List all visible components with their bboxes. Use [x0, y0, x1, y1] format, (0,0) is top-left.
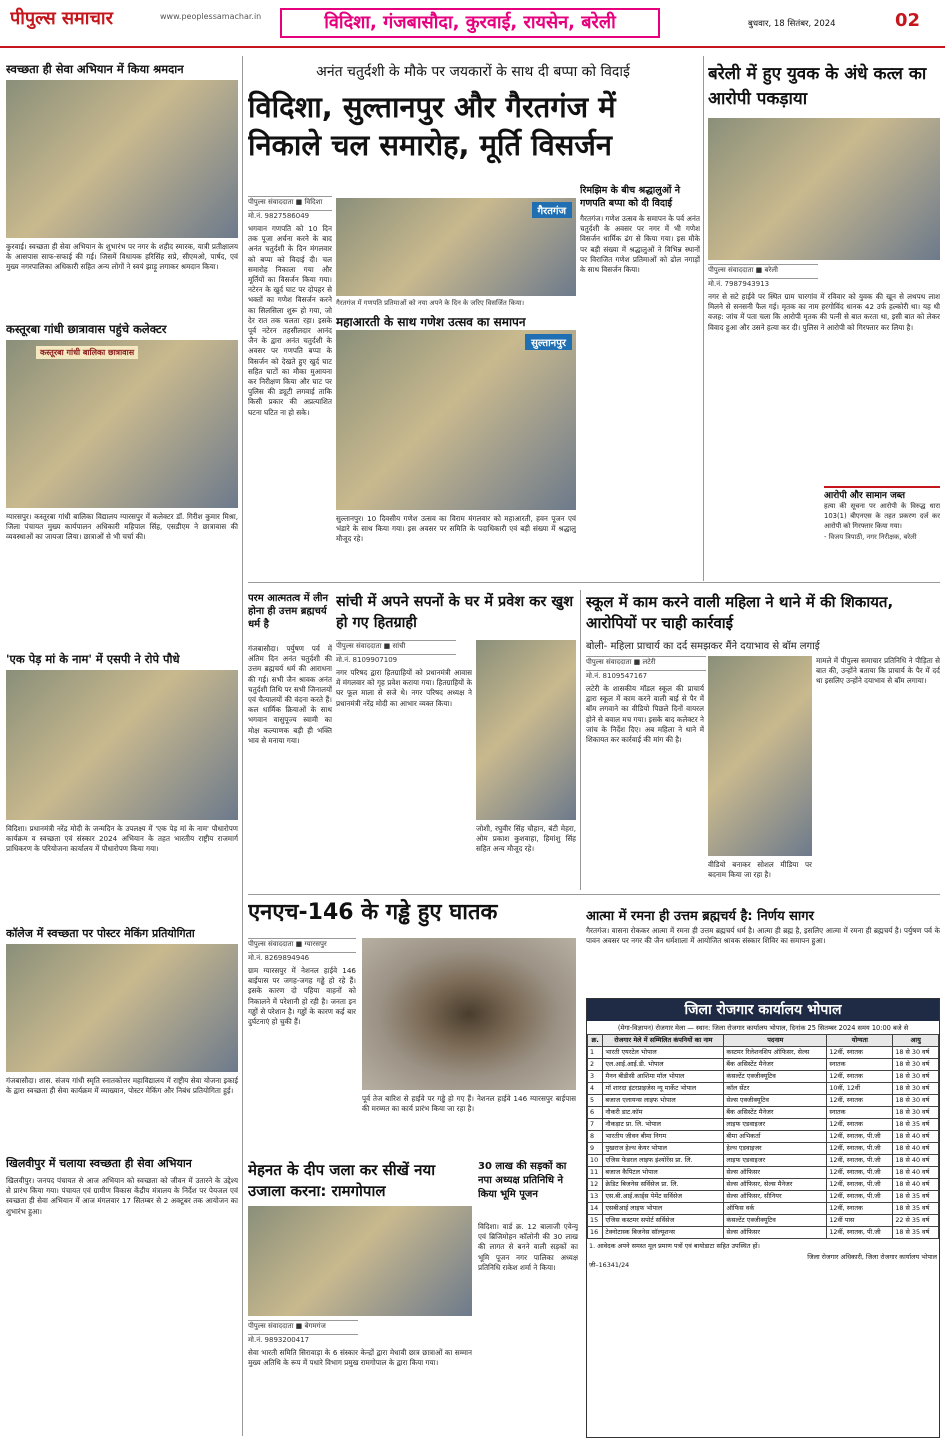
- photo-plantation: [6, 670, 238, 820]
- nh-mobile: मो.नं. 8269894946: [248, 952, 356, 963]
- jobs-cell: कंसल्टेंट एक्जीक्यूटिव: [724, 1215, 827, 1227]
- row-rule-2: [248, 894, 940, 895]
- nh-headline: एनएच-146 के गड्ढे हुए घातक: [248, 900, 498, 925]
- jobs-cell: नौकरी डाट.कॉम: [603, 1107, 724, 1119]
- jobs-cell: 12वीं, स्नातक, पी.जी: [827, 1227, 893, 1239]
- bareli-headline: बरेली में हुए युवक के अंधे कत्ल का आरोपी पकड़ाया: [708, 64, 927, 109]
- jobs-cell: 18 से 40 वर्ष: [893, 1143, 939, 1155]
- jobs-table-header: [588, 1035, 939, 1047]
- jobs-table-row: [588, 1107, 939, 1119]
- jobs-table-row: [588, 1143, 939, 1155]
- jobs-cell: 18 से 40 वर्ष: [893, 1131, 939, 1143]
- jobs-cell: बजाज एलायन्स लाइफ भोपाल: [603, 1095, 724, 1107]
- jobs-table-row: [588, 1179, 939, 1191]
- nh-body-2: पूर्व तेज बारिश से हाईवे पर गड्ढे हो गए हैं। नेशनल हाईवे 146 ग्यारसपुर बाईपास की मरम्मत का कार्य प्रारंभ किया जा रहा है।: [362, 1094, 576, 1114]
- jobs-cell: 12वीं, स्नातक, पी.जी: [827, 1191, 893, 1203]
- jobs-cell: 22 से 35 वर्ष: [893, 1215, 939, 1227]
- sanchi-body: नगर परिषद द्वारा हितग्राहियों को प्रधानमंत्री आवास में मंगलवार को गृह प्रवेश कराया गया। हितग्राहियों के घर फूल माला से सजे थे। नगर परिषद अध्यक्ष ने प्रधानमंत्री नरेंद्र मोदी का आभार व्यक्त किया।: [336, 668, 472, 708]
- row-rule-1: [248, 582, 940, 583]
- jobs-cell: पुखराज हेल्थ केयर भोपाल: [603, 1143, 724, 1155]
- roads-headline: 30 लाख की सड़कों का नपा अध्यक्ष प्रतिनिधि ने किया भूमि पूजन: [478, 1161, 567, 1200]
- jobs-cell: 12वीं, स्नातक, पी.जी: [827, 1155, 893, 1167]
- lead-subhead-aarti: महाआरती के साथ गणेश उत्सव का समापन: [336, 315, 526, 329]
- jobs-cell: 8: [588, 1131, 603, 1143]
- jobs-table-body: [588, 1047, 939, 1239]
- bareli-box-title: आरोपी और सामान जब्त: [824, 491, 905, 501]
- school-body: लटेरी के शासकीय मॉडल स्कूल की प्राचार्य द्वारा स्कूल में काम करने वाली बाई से पैर में बॉम लगवाने का वीडियो पिछले दिनों वायरल होने से बवाल मच गया। इसके बाद कलेक्टर ने जांच के निर्देश दिए। अब महिला ने थाने में शिकायत कर कार्रवाई की मांग की है।: [586, 684, 704, 745]
- lead-mobile: मो.नं. 9827586049: [248, 210, 332, 221]
- jobs-cell: सेल्स ऑफिसर: [724, 1227, 827, 1239]
- jobs-cell: मॉ शारदा इंटरप्राइजेस न्यू मार्केट भोपाल: [603, 1083, 724, 1095]
- jobs-cell: 18 से 35 वर्ष: [893, 1191, 939, 1203]
- jobs-cell: सेल्स एक्जीक्यूटिव: [724, 1095, 827, 1107]
- jobs-cell: 12वीं, स्नातक: [827, 1203, 893, 1215]
- left-story-3: विदिशा। प्रधानमंत्री नरेंद्र मोदी के जन्मदिन के उपलक्ष्य में 'एक पेड़ मां के नाम' पौधारोपण कार्यक्रम व स्वच्छता एवं संस्कार 2024 अभियान के तहत भारतीय राष्ट्रीय राजमार्ग प्राधिकरण के परियोजना कार्यालय में पौधारोपण किया गया।: [6, 824, 238, 854]
- jobs-table-row: [588, 1227, 939, 1239]
- jobs-cell: 11: [588, 1167, 603, 1179]
- photo-sweeping: [6, 80, 238, 238]
- website-url: www.peoplessamachar.in: [160, 12, 262, 21]
- jobs-cell: एसबीआई लाइफ भोपाल: [603, 1203, 724, 1215]
- left-headline-1: स्वच्छता ही सेवा अभियान में किया श्रमदान: [6, 62, 184, 76]
- mehnat-byline: पीपुल्स संवाददाता ■ बेगमगंज: [248, 1320, 358, 1331]
- caption-aarti: सुल्तानपुर। 10 दिवसीय गणेश उत्सव का विराम मंगलवार को महाआरती, हवन पूजन एवं भंडारे के साथ किया गया। इस अवसर पर समिति के पदाधिकारी एवं बड़ी संख्या में श्रद्धालु मौजूद रहे।: [336, 514, 576, 544]
- bareli-box-credit: - विजय त्रिपाठी, नगर निरीक्षक, बरेली: [824, 532, 917, 541]
- city-banner: [280, 8, 660, 38]
- jobs-subtitle: (मेगा-विज्ञापन) रोजगार मेला — स्थान: जिला रोजगार कार्यालय भोपाल, दिनांक 25 सितम्बर 2024 समय 10:00 बजे से: [617, 1024, 909, 1032]
- left-headline-2: कस्तूरबा गांधी छात्रावास पहुंचे कलेक्टर: [6, 322, 167, 336]
- jobs-cell: टेक्नोटास्क बिजनेस सॉल्यूशन्स: [603, 1227, 724, 1239]
- jobs-cell: 2: [588, 1059, 603, 1071]
- jobs-cell: नौकड़ाट प्रा. लि. भोपाल: [603, 1119, 724, 1131]
- left-headline-5: खिलवीपुर में चलाया स्वच्छता ही सेवा अभियान: [6, 1156, 238, 1171]
- photo-crane-immersion: [336, 198, 576, 296]
- bareli-box-body: हत्या की सूचना पर आरोपी के विरुद्ध धारा 103(1) बीएनएस के तहत प्रकरण दर्ज कर आरोपी को गिरफ्तार किया गया।: [824, 502, 940, 531]
- left-story-5: खिलवीपुर। जनपद पंचायत से आज अभियान को स्वच्छता को जीवन में उतारने के उद्देश्य से प्रारंभ किया गया। पंचायत एवं ग्रामीण विकास केंद्रीय मंत्रालय के निर्देश पर पेयजल एवं स्वच्छता ही सेवा अभियान में आज मंगलवार 17 सितम्बर से 2 अक्टूबर तक आयोजन का शुभारंभ हुआ।: [6, 1176, 238, 1216]
- jobs-cell: स्नातक: [827, 1059, 893, 1071]
- mehnat-mobile: मो.नं. 9893200417: [248, 1334, 358, 1345]
- city-banner-text: विदिशा, गंजबासौदा, कुरवाई, रायसेन, बरेली: [324, 12, 616, 33]
- photo-poster-contest: [6, 944, 238, 1072]
- logo: पीपुल्स समाचार: [10, 8, 113, 29]
- issue-date: बुधवार, 18 सितंबर, 2024: [748, 19, 836, 29]
- jobs-cell: एल.आई.आई.डी. भोपाल: [603, 1059, 724, 1071]
- jobs-ad-number: जी–16341/24: [589, 1261, 630, 1269]
- jobs-cell: लाइफ एडवाइजर: [724, 1155, 827, 1167]
- page-number: 02: [895, 10, 921, 31]
- jobs-table-row: [588, 1083, 939, 1095]
- photo-hostel: [6, 340, 238, 508]
- school-caption: वीडियो बनाकर सोशल मीडिया पर बदनाम किया जा रहा है।: [708, 860, 812, 880]
- jobs-sign: जिला रोजगार अधिकारी, जिला रोजगार कार्यालय भोपाल: [807, 1253, 937, 1261]
- jobs-cell: 18 से 35 वर्ष: [893, 1203, 939, 1215]
- jobs-cell: सेल्स ऑफिसर, सीनियर: [724, 1191, 827, 1203]
- jobs-cell: 12वीं, स्नातक, पी.जी: [827, 1143, 893, 1155]
- jobs-cell: 18 से 30 वर्ष: [893, 1071, 939, 1083]
- jobs-cell: सेल्स ऑफिसर: [724, 1167, 827, 1179]
- jobs-cell: स्नातक: [827, 1107, 893, 1119]
- jobs-cell: बीमा अभिकर्ता: [724, 1131, 827, 1143]
- jobs-cell: 5: [588, 1095, 603, 1107]
- photo-accused: [708, 118, 940, 260]
- jobs-cell: 7: [588, 1119, 603, 1131]
- jobs-cell: 18 से 40 वर्ष: [893, 1179, 939, 1191]
- location-tag-sultanpur: सुल्तानपुर: [525, 334, 572, 350]
- jobs-cell: 18 से 30 वर्ष: [893, 1047, 939, 1059]
- jobs-cell: 16: [588, 1227, 603, 1239]
- lead-headline: विदिशा, सुल्तानपुर और गैरतगंज में निकाले चल समारोह, मूर्ति विसर्जन: [248, 90, 616, 162]
- jobs-cell: 18 से 35 वर्ष: [893, 1227, 939, 1239]
- jobs-cell: 18 से 30 वर्ष: [893, 1059, 939, 1071]
- jobs-cell: सेल्स ऑफिसर, सेल्स मैनेजर: [724, 1179, 827, 1191]
- jobs-cell: 12वीं, स्नातक: [827, 1095, 893, 1107]
- jobs-table-row: [588, 1059, 939, 1071]
- jobs-cell: 12वीं पास: [827, 1215, 893, 1227]
- jobs-cell: भारती एयरटेल भोपाल: [603, 1047, 724, 1059]
- col-age: आयु: [893, 1035, 939, 1047]
- jobs-cell: लाइफ एडवाइजर: [724, 1119, 827, 1131]
- lead-body: भगवान गणपति को 10 दिन तक पूजा अर्चना करने के बाद अनंत चतुर्दशी के दिन मंगलवार को बप्पा को विदाई दी। चल समारोह निकाला गया और मूर्तियों का विसर्जन किया गया। नटेरन के खुर्द घाट पर दोपहर से भक्तों का गणेश विसर्जन करने का सिलसिला शुरू हो गया, जो देर रात तक चलता रहा। इसके पूर्व नटेरन तहसीलदार आनंद जैन के द्वारा अनंत चतुर्दशी के अवसर पर गणपति बप्पा के विसर्जन को देखते हुए खुर्द घाट सहित घाटों का मौका मुआयना कर निरीक्षण किया और घाट पर पुलिस की ड्यूटी लगवाई ताकि किसी प्रकार की अप्रत्याशित घटना घटित ना हो सके।: [248, 224, 332, 417]
- jobs-cell: 18 से 35 वर्ष: [893, 1119, 939, 1131]
- bareli-box: [824, 486, 940, 576]
- jobs-cell: 12वीं, स्नातक, पी.जी: [827, 1167, 893, 1179]
- photo-felicitation: [248, 1206, 472, 1316]
- jobs-cell: हेल्थ एडवाइजर: [724, 1143, 827, 1155]
- left-headline-3: 'एक पेड़ मां के नाम' में एसपी ने रोपे पौधे: [6, 652, 180, 666]
- sanchi-headline: सांची में अपने सपनों के घर में प्रवेश कर खुश हो गए हितग्राही: [336, 594, 574, 631]
- sanchi-byline: पीपुल्स संवाददाता ■ सांची: [336, 640, 456, 651]
- jobs-cell: एस.बी.आई.कार्ड्स पेमेंट सर्विसेज: [603, 1191, 724, 1203]
- jobs-cell: भारतीय जीवन बीमा निगम: [603, 1131, 724, 1143]
- jobs-ad: [586, 998, 940, 1438]
- jobs-cell: बैंक असिस्टेंट मैनेजर: [724, 1107, 827, 1119]
- jobs-table-row: [588, 1071, 939, 1083]
- jobs-cell: 1: [588, 1047, 603, 1059]
- jobs-cell: मैनन बीडीसी आशिमा मॉल भोपाल: [603, 1071, 724, 1083]
- jobs-table-row: [588, 1167, 939, 1179]
- jobs-table-row: [588, 1191, 939, 1203]
- jobs-cell: क्रेडिट बिजनेस सर्विसेज प्रा. लि.: [603, 1179, 724, 1191]
- roads-body: विदिशा। वार्ड क्र. 12 बालाजी एवेन्यू एवं ब्रिजिमोहन कॉलोनी की 30 लाख की लागत से बनने वाली सड़कों का भूमि पूजन नगर पालिका अध्यक्ष प्रतिनिधि राकेश शर्मा ने किया।: [478, 1222, 578, 1272]
- rain-body: गैरतगंज। गणेश उत्सव के समापन के पर्व अनंत चतुर्दशी के अवसर पर नगर में भी गणेश विसर्जन धार्मिक ढंग से किया गया। इस मौके पर बड़ी संख्या में श्रद्धालुओं ने विभिन्न स्थानों पर विराजित गणेश प्रतिमाओं को ढोल नगाड़ों के साथ विसर्जन किया।: [580, 214, 700, 275]
- left-story-2: ग्यारसपुर। कस्तूरबा गांधी बालिका विद्यालय ग्यारसपुर में कलेक्टर डॉ. गिरीश कुमार मिश्रा, जिला पंचायत मुख्य कार्यपालन अधिकारी महिपाल सिंह, एसडीएम ने छात्रावास की व्यवस्थाओं का जायजा लिया। छात्राओं से भी चर्चा की।: [6, 512, 238, 542]
- bareli-mobile: मो.नं. 7987943913: [708, 278, 818, 289]
- jobs-cell: 18 से 30 वर्ष: [893, 1083, 939, 1095]
- jobs-footer-note: 1. आवेदक अपने समस्त मूल प्रमाण पत्रों एवं बायोडाटा सहित उपस्थित हों।: [589, 1242, 760, 1250]
- jobs-cell: 13: [588, 1191, 603, 1203]
- atma-body: गैरतगंज। वासना रोककर आत्मा में रमना ही उत्तम ब्रह्मचर्य धर्म है। आत्मा ही ब्रह्म है, इसलिए आत्मा में रमना ही ब्रह्मचर्य है। पर्युषण पर्व के पावन अवसर पर नगर की जैन धर्मशाला में आयोजित श्रावक संस्कार शिविर का समापन हुआ।: [586, 926, 940, 946]
- photo-aarti-crowd: [336, 330, 576, 510]
- jobs-cell: 18 से 40 वर्ष: [893, 1167, 939, 1179]
- jobs-table-row: [588, 1215, 939, 1227]
- left-headline-4: कॉलेज में स्वच्छता पर पोस्टर मेकिंग प्रतियोगिता: [6, 927, 195, 940]
- nh-byline: पीपुल्स संवाददाता ■ ग्यारसपुर: [248, 938, 356, 949]
- jobs-cell: बजाज कैपिटल भोपाल: [603, 1167, 724, 1179]
- jobs-cell: 18 से 40 वर्ष: [893, 1155, 939, 1167]
- col-sn: क्र.: [588, 1035, 603, 1047]
- jobs-cell: 12वीं, स्नातक, पी.जी: [827, 1179, 893, 1191]
- school-headline: स्कूल में काम करने वाली महिला ने थाने में की शिकायत, आरोपियों पर चाही कार्रवाई: [586, 593, 894, 632]
- jobs-table-row: [588, 1203, 939, 1215]
- jobs-cell: 6: [588, 1107, 603, 1119]
- jobs-cell: एजिस फेडरल लाइफ इंश्योरेंस प्रा. लि.: [603, 1155, 724, 1167]
- nh-body: ग्राम ग्यारसपुर में नेशनल हाईवे 146 बाईपास पर जगह-जगह गड्ढे हो रहे हैं। इसके कारण दो पहिया वाहनों को निकालने में परेशानी हो रही है। जनता इन गड्ढों से परेशान है। गड्ढों के कारण कई बार दुर्घटनाएं हो चुकी हैं।: [248, 966, 356, 1027]
- bareli-byline: पीपुल्स संवाददाता ■ बरेली: [708, 264, 818, 275]
- bareli-body: नगर से सटे हाईवे पर स्थित ग्राम चारगांव में रविवार को युवक की खून से लथपथ लाश मिलने से सनसनी फैल गई। मृतक का नाम हरगोविंद धानक 42 उर्फ हल्कोरी था। यह थी वजह: जांच में पता चला कि आरोपी मृतक की पत्नी से बात करता था, इसी बात को लेकर विवाद हुआ और उसने हत्या कर दी। पुलिस ने आरोपी को गिरफ्तार कर लिया है।: [708, 292, 940, 332]
- jobs-cell: 12: [588, 1179, 603, 1191]
- jobs-table-row: [588, 1155, 939, 1167]
- caption-crane: गैरतगंज में गणपति प्रतिमाओं को नया अपने के दिन के जरिए विसर्जित किया।: [336, 299, 525, 307]
- sanchi-mobile: मो.नं. 8109907109: [336, 654, 456, 665]
- mehnat-headline: मेहनत के दीप जला कर सीखें नया उजाला करना: रामगोपाल: [248, 1161, 436, 1200]
- school-subhead: बोली- महिला प्राचार्य का दर्द समझकर मैंने दयाभाव से बॉम लगाई: [586, 641, 820, 652]
- jobs-cell: 10: [588, 1155, 603, 1167]
- sanchi-caption: जोशी, रघुवीर सिंह चौहान, बंटी मेहरा, ओम प्रकाश कुशवाहा, हिमांशु सिंह सहित अन्य मौजूद रहे।: [476, 824, 576, 854]
- column-rule-mid-2: [580, 590, 581, 890]
- jobs-table-row: [588, 1119, 939, 1131]
- jobs-cell: 3: [588, 1071, 603, 1083]
- left-story-4: गंजबासौदा। शास. संजय गांधी स्मृति स्नातकोत्तर महाविद्यालय में राष्ट्रीय सेवा योजना इकाई के द्वारा स्वच्छता ही सेवा कार्यक्रम में व्याख्यान, पोस्टर मेकिंग और निबंध प्रतियोगिता हुई।: [6, 1076, 238, 1096]
- jobs-cell: 12वीं, स्नातक, पी.जी: [827, 1131, 893, 1143]
- column-rule-mid: [703, 56, 704, 581]
- school-body-cont: मामले में पीपुल्स समाचार प्रतिनिधि ने पीड़िता से बात की, उन्होंने बताया कि प्राचार्य के पैर में दर्द था इसलिए उन्होंने दयाभाव से बॉम लगाया।: [816, 656, 940, 686]
- location-tag-gairatganj: गैरतगंज: [532, 202, 572, 218]
- jobs-table-row: [588, 1095, 939, 1107]
- jobs-table-row: [588, 1131, 939, 1143]
- rain-headline: रिमझिम के बीच श्रद्धालुओं ने गणपति बप्पा को दी विदाई: [580, 185, 680, 209]
- school-mobile: मो.नं. 8109547167: [586, 670, 706, 681]
- jobs-cell: 12वीं, स्नातक: [827, 1071, 893, 1083]
- jobs-table: [587, 1034, 939, 1239]
- jobs-cell: 15: [588, 1215, 603, 1227]
- jobs-cell: बैंक असिस्टेंट मैनेजर: [724, 1059, 827, 1071]
- jain-body: गंजबासौदा। पर्युषण पर्व में अंतिम दिन अनंत चतुर्दशी की उत्तम ब्रह्मचर्य धर्म की आराधना की गई। सभी जैन श्रावक अनंत चतुर्दशी तिथि पर सभी जिनालयों एवं चैत्यालयों की वंदना करते हैं। कल धार्मिक क्रियाओं के साथ भगवान वासुपूज्य स्वामी का मोक्ष कल्याणक बड़ी ही भक्ति भाव से मनाया गया।: [248, 644, 332, 745]
- jobs-cell: 18 से 30 वर्ष: [893, 1095, 939, 1107]
- jobs-cell: 9: [588, 1143, 603, 1155]
- col-qual: योग्यता: [827, 1035, 893, 1047]
- col-post: पदनाम: [724, 1035, 827, 1047]
- jain-headline: परम आत्मतत्व में लीन होना ही उत्तम ब्रह्मचर्य धर्म है: [248, 593, 329, 630]
- masthead: [0, 0, 945, 48]
- left-story-1: कुरवाई। स्वच्छता ही सेवा अभियान के शुभारंभ पर नगर के शहीद स्मारक, यात्री प्रतीक्षालय के आसपास साफ-सफाई की गई। जिसमें विधायक हरिसिंह सप्रे, सीएमओ, पार्षद, एवं मुख्य नगरपालिका अधिकारी सहित अन्य लोगों ने स्वयं झाड़ू लगाकर श्रमदान किया।: [6, 242, 238, 272]
- jobs-cell: एजिस कस्टमर सपोर्ट सर्विसेज: [603, 1215, 724, 1227]
- jobs-cell: ऑफिस वर्क: [724, 1203, 827, 1215]
- jobs-cell: 18 से 30 वर्ष: [893, 1107, 939, 1119]
- mehnat-body: सेवा भारती समिति सिरावाड़ा के 6 संस्कार केन्द्रों द्वारा मेधावी छात्र छात्राओं का सम्मान मुख्य अतिथि के रूप में पधारे विभाग प्रमुख रामगोपाल के द्वारा किया गया।: [248, 1348, 472, 1368]
- lead-byline: पीपुल्स संवाददाता ■ विदिशा: [248, 196, 332, 207]
- photo-housewarming: [476, 640, 576, 820]
- jobs-cell: कॉल सेंटर: [724, 1083, 827, 1095]
- photo-pothole: [362, 938, 576, 1090]
- lead-kicker: अनंत चतुर्दशी के मौके पर जयकारों के साथ दी बप्पा को विदाई: [316, 64, 630, 80]
- hostel-sign: कस्तूरबा गांधी बालिका छात्रावास: [36, 346, 138, 359]
- jobs-cell: कंसल्टेंट एक्जीक्यूटिव: [724, 1071, 827, 1083]
- jobs-cell: 4: [588, 1083, 603, 1095]
- school-byline: पीपुल्स संवाददाता ■ लटेरी: [586, 656, 706, 667]
- photo-complaint-letter: [708, 656, 812, 856]
- jobs-cell: 12वीं, स्नातक: [827, 1119, 893, 1131]
- col-company: रोजगार मेले में सम्मिलित कंपनियों का नाम: [603, 1035, 724, 1047]
- jobs-cell: कस्टमर रिलेशनशिप ऑफिसर, सेल्स: [724, 1047, 827, 1059]
- jobs-title: जिला रोजगार कार्यालय भोपाल: [587, 999, 939, 1021]
- jobs-cell: 10वीं, 12वीं: [827, 1083, 893, 1095]
- jobs-table-row: [588, 1047, 939, 1059]
- column-rule-left: [242, 56, 243, 1436]
- jobs-cell: 14: [588, 1203, 603, 1215]
- jobs-cell: 12वीं, स्नातक: [827, 1047, 893, 1059]
- atma-headline: आत्मा में रमना ही उत्तम ब्रह्मचर्य है: निर्णय सागर: [586, 909, 814, 924]
